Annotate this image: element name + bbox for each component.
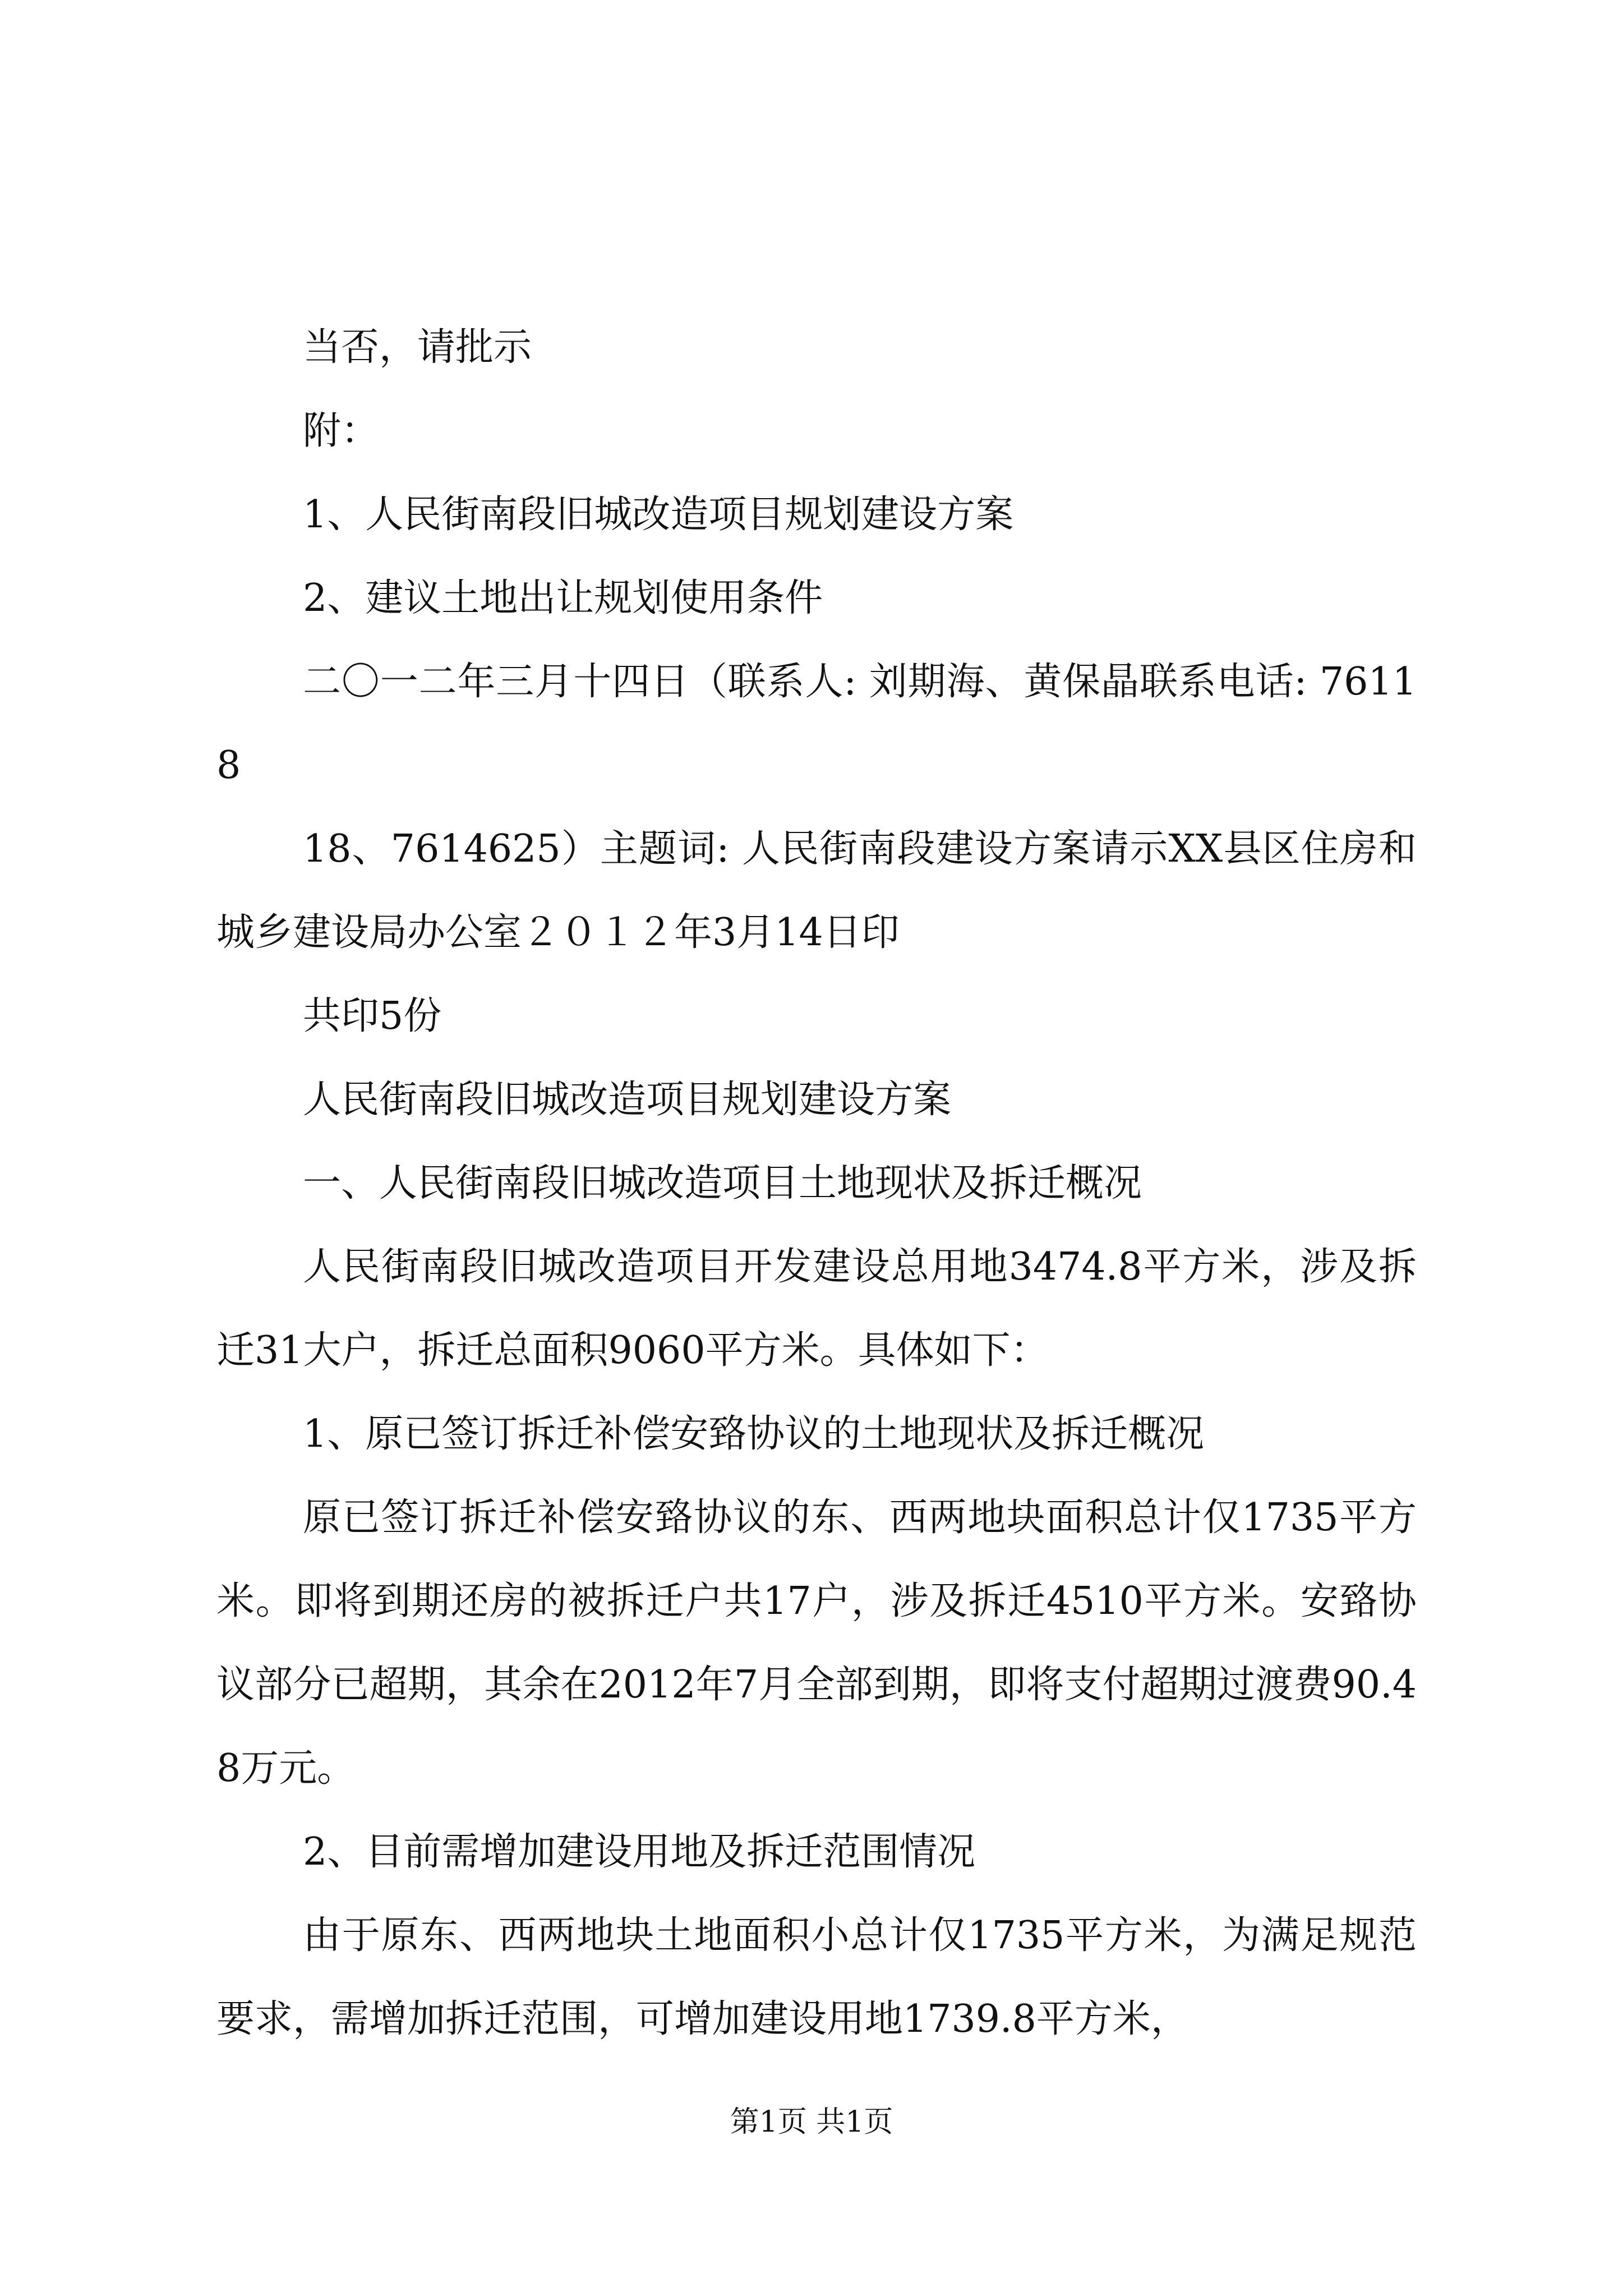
page-footer xyxy=(0,2102,1623,2142)
paragraph-attachment-label: 附： xyxy=(303,409,380,453)
paragraph-land-summary: 人民街南段旧城改造项目开发建设总用地3474.8平方米，涉及拆迁31大户，拆迁总面积9060平方米。具体如下： xyxy=(216,1245,1417,1373)
paragraph-date-contact: 二〇一二年三月十四日（联系人: 刘期海、黄保晶联系电话: 76118 xyxy=(216,660,1417,788)
paragraph-expansion-need: 由于原东、西两地块土地面积小总计仅1735平方米，为满足规范要求，需增加拆迁范围，可增加建设用地1739.8平方米， xyxy=(216,1913,1417,2041)
paragraph-attachment-1: 1、人民街南段旧城改造项目规划建设方案 xyxy=(303,493,1014,537)
page-number-label: 第1页 共1页 xyxy=(730,2105,893,2139)
document-body xyxy=(216,306,1417,2061)
paragraph-attachment-2: 2、建议土地出让规划使用条件 xyxy=(303,576,823,620)
paragraph-approval-request: 当否，请批示 xyxy=(303,325,532,370)
paragraph-plan-title: 人民街南段旧城改造项目规划建设方案 xyxy=(303,1078,952,1122)
paragraph-existing-agreement: 原已签订拆迁补偿安臵协议的东、西两地块面积总计仅1735平方米。即将到期还房的被拆迁户共17户，涉及拆迁4510平方米。安臵协议部分已超期，其余在2012年7月全部到期，即将支付超期过渡费90.48万元。 xyxy=(216,1496,1417,1791)
paragraph-contact-subject-office: 18、7614625）主题词: 人民街南段建设方案请示XX县区住房和城乡建设局办公室２０１２年3月14日印 xyxy=(216,827,1417,955)
subsection-heading-2: 2、目前需增加建设用地及拆迁范围情况 xyxy=(303,1830,976,1874)
paragraph-print-count: 共印5份 xyxy=(303,994,442,1038)
section-heading-1: 一、人民街南段旧城改造项目土地现状及拆迁概况 xyxy=(303,1161,1142,1205)
subsection-heading-1: 1、原已签订拆迁补偿安臵协议的土地现状及拆迁概况 xyxy=(303,1412,1205,1456)
